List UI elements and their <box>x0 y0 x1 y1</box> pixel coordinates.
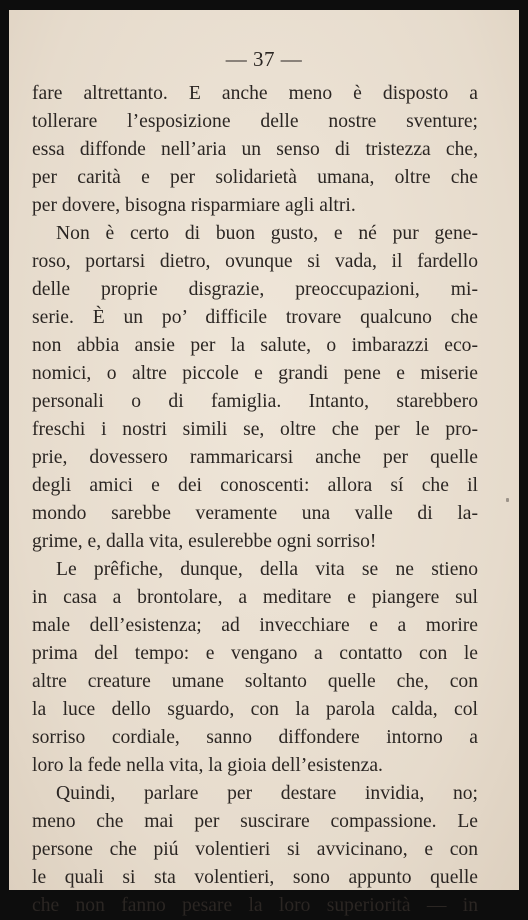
page-number: — 37 — <box>225 47 303 71</box>
paragraph <box>32 556 478 780</box>
paragraph <box>32 780 478 920</box>
text-line: personali o di famiglia. Intanto, starebbero <box>32 391 478 412</box>
text-line: persone che piú volentieri si avvicinano, e con <box>32 839 478 860</box>
paper-speck <box>506 498 509 502</box>
text-line: Non è certo di buon gusto, e né pur gene- <box>56 223 478 244</box>
text-line: per dovere, bisogna risparmiare agli altri. <box>32 195 356 216</box>
text-line: non abbia ansie per la salute, o imbarazzi eco- <box>32 335 478 356</box>
text-line: Le prêfiche, dunque, della vita se ne stieno <box>56 559 478 580</box>
text-line: loro la fede nella vita, la gioia dell’esistenza. <box>32 755 383 776</box>
text-line: delle proprie disgrazie, preoccupazioni, mi- <box>32 279 478 300</box>
text-line: freschi i nostri simili se, oltre che per le pro- <box>32 419 478 440</box>
body-text <box>32 80 478 920</box>
text-line: male dell’esistenza; ad invecchiare e a morire <box>32 615 478 636</box>
text-line: fare altrettanto. E anche meno è disposto a <box>32 83 478 104</box>
text-line: prima del tempo: e vengano a contatto con le <box>32 643 478 664</box>
text-line: altre creature umane soltanto quelle che, con <box>32 671 478 692</box>
text-line: mondo sarebbe veramente una valle di la- <box>32 503 478 524</box>
text-line: meno che mai per suscirare compassione. Le <box>32 811 478 832</box>
text-line: le quali si sta volentieri, sono appunto quelle <box>32 867 478 888</box>
text-line: Quindi, parlare per destare invidia, no; <box>56 783 478 804</box>
text-line: roso, portarsi dietro, ovunque si vada, il fardello <box>32 251 478 272</box>
text-line: per carità e per solidarietà umana, oltre che <box>32 167 478 188</box>
text-line: grime, e, dalla vita, esulerebbe ogni sorriso! <box>32 531 377 552</box>
text-line: tollerare l’esposizione delle nostre sventure; <box>32 111 478 132</box>
text-line: serie. È un po’ difficile trovare qualcuno che <box>32 307 478 328</box>
text-line: sorriso cordiale, sanno diffondere intorno a <box>32 727 478 748</box>
text-line: degli amici e dei conoscenti: allora sí che il <box>32 475 478 496</box>
text-line: in casa a brontolare, a meditare e piangere sul <box>32 587 478 608</box>
text-line: prie, dovessero rammaricarsi anche per quelle <box>32 447 478 468</box>
paragraph <box>32 220 478 556</box>
text-line: nomici, o altre piccole e grandi pene e miserie <box>32 363 478 384</box>
book-page <box>9 10 519 916</box>
text-line: la luce dello sguardo, con la parola calda, col <box>32 699 478 720</box>
text-line: che non fanno pesare la loro superiorità — in <box>32 895 478 916</box>
text-line: essa diffonde nell’aria un senso di tristezza che, <box>32 139 478 160</box>
paragraph <box>32 80 478 220</box>
